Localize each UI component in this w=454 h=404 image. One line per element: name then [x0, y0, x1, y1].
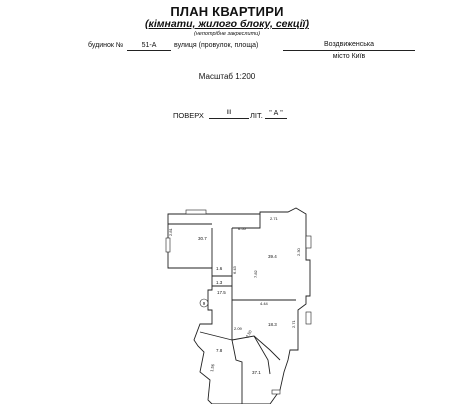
document-subtitle: (кімнати, жилого блоку, секції)	[145, 18, 309, 30]
window	[306, 236, 311, 248]
scale-label: Масштаб 1:200	[198, 72, 256, 81]
dimension: 7.82	[253, 270, 258, 278]
room-area: 39.4	[268, 254, 277, 259]
room-area: 1.6	[216, 266, 223, 271]
dimension: 4.44	[260, 301, 268, 306]
inner-wall	[200, 332, 232, 340]
dimension: 2.71	[291, 320, 296, 328]
floor-value: III	[226, 110, 232, 116]
floor-label: ПОВЕРХ	[173, 111, 204, 120]
room-area: 7.8	[216, 348, 223, 353]
street-name-line	[283, 50, 415, 51]
room-area: 1.3	[216, 280, 223, 285]
lit-value: " А "	[269, 110, 283, 117]
street-name: Воздвиженська	[324, 41, 374, 48]
window	[306, 312, 311, 324]
floor-plan-drawing	[160, 200, 330, 404]
window	[166, 238, 170, 252]
room-area: 37.1	[252, 370, 261, 375]
window	[272, 390, 280, 394]
room-area: 30.7	[198, 236, 207, 241]
document-title: ПЛАН КВАРТИРИ	[170, 4, 284, 19]
room-area: 17.5	[217, 290, 226, 295]
window	[186, 210, 206, 214]
document-note: (непотрібне закреслити)	[193, 31, 261, 37]
dimension: 2.81	[168, 228, 173, 236]
dimension: 6.43	[232, 266, 237, 274]
building-number: 51-А	[141, 42, 157, 49]
outer-wall	[168, 208, 310, 404]
room-area: 18.3	[268, 322, 277, 327]
dimension: 2.71	[270, 216, 278, 221]
stair-marker: 9	[202, 301, 206, 306]
inner-wall	[232, 214, 260, 228]
building-label: будинок №	[88, 42, 124, 49]
dimension: 6.55	[238, 226, 246, 231]
dimension: 2.09	[234, 326, 242, 331]
building-number-line	[127, 50, 171, 51]
dimension: 2.50	[244, 329, 253, 339]
lit-label: ЛІТ.	[250, 111, 263, 120]
lit-value-line	[265, 118, 287, 119]
city-name: місто Київ	[332, 53, 366, 60]
inner-wall	[254, 336, 270, 374]
street-label: вулиця (провулок, площа)	[174, 42, 259, 49]
inner-wall	[232, 340, 242, 404]
dimension: 1.56	[209, 363, 216, 373]
floor-value-line	[209, 118, 249, 119]
dimension: 2.30	[296, 248, 301, 256]
